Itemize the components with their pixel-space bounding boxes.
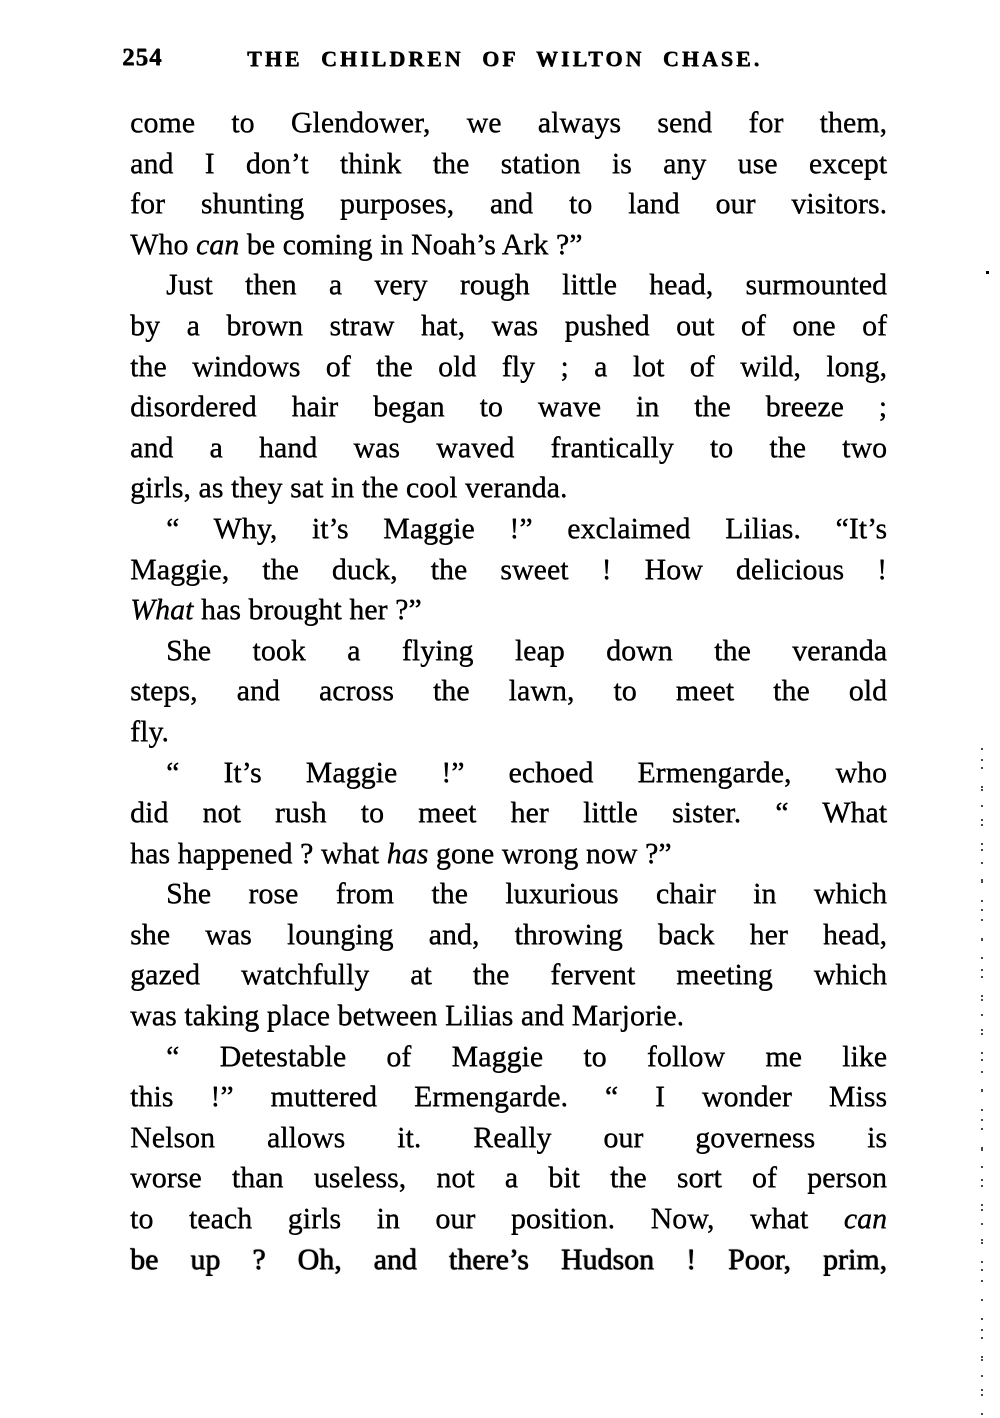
text-line <box>130 144 887 185</box>
text-line <box>130 996 887 1037</box>
text-line <box>130 428 887 469</box>
text-line <box>130 265 887 306</box>
text-line <box>130 1037 887 1078</box>
text-line <box>130 1118 887 1159</box>
text-line <box>130 225 887 266</box>
text-line <box>130 550 887 591</box>
scan-edge-noise <box>981 748 983 1418</box>
line-segment: worse than useless, not a bit the sort of person <box>130 1161 887 1195</box>
text-line <box>130 1240 887 1281</box>
line-segment: be up ? Oh, and there’s Hudson ! Poor, prim, <box>130 1242 887 1276</box>
line-segment: “ It’s Maggie !” echoed Ermengarde, who <box>166 755 887 789</box>
line-segment: She rose from the luxurious chair in which <box>166 877 887 911</box>
line-segment: Nelson allows it. Really our governess is <box>130 1120 887 1154</box>
line-segment: girls, as they sat in the cool veranda. <box>130 471 568 505</box>
running-title: THE CHILDREN OF WILTON CHASE. <box>246 46 763 71</box>
text-line <box>130 793 887 834</box>
line-segment: this !” muttered Ermengarde. “ I wonder Miss <box>130 1080 887 1114</box>
text-line <box>130 509 887 550</box>
text-line <box>130 1199 887 1240</box>
line-segment: come to Glendower, we always send for them, <box>130 106 887 139</box>
text-line <box>130 834 887 875</box>
text-line <box>130 915 887 956</box>
text-line <box>130 103 887 144</box>
line-segment: the windows of the old fly ; a lot of wild, long, <box>130 349 887 383</box>
text-line <box>130 631 887 672</box>
text-line <box>130 671 887 712</box>
line-segment-italic: What <box>130 593 194 627</box>
line-segment: and a hand was waved frantically to the two <box>130 430 887 464</box>
line-segment: she was lounging and, throwing back her head, <box>130 917 887 951</box>
line-segment: to teach girls in our position. Now, what <box>130 1202 844 1236</box>
text-line <box>130 184 887 225</box>
text-line <box>130 874 887 915</box>
line-segment-italic: can <box>195 227 240 261</box>
text-line <box>130 753 887 794</box>
line-segment: for shunting purposes, and to land our visitors. <box>130 187 887 221</box>
line-segment: did not rush to meet her little sister. “ What <box>130 796 887 830</box>
text-line <box>130 468 887 509</box>
text-line <box>130 1077 887 1118</box>
line-segment: disordered hair began to wave in the breeze ; <box>130 390 887 424</box>
text-line <box>130 1158 887 1199</box>
line-segment: fly. <box>130 714 169 748</box>
line-segment: Just then a very rough little head, surmounted <box>166 268 887 302</box>
line-segment: has brought her ?” <box>193 593 422 627</box>
line-segment: was taking place between Lilias and Marjorie. <box>130 999 684 1033</box>
text-line <box>130 347 887 388</box>
line-segment: steps, and across the lawn, to meet the old <box>130 674 887 708</box>
page-header <box>122 42 887 76</box>
text-line <box>130 387 887 428</box>
line-segment: gazed watchfully at the fervent meeting which <box>130 958 887 992</box>
text-line <box>130 590 887 631</box>
line-segment: “ Why, it’s Maggie !” exclaimed Lilias. “It’s <box>166 511 887 545</box>
text-line <box>130 306 887 347</box>
text-line <box>130 955 887 996</box>
line-segment-italic: has <box>386 836 429 870</box>
line-segment: Who <box>130 227 196 261</box>
line-segment: has happened ? what <box>130 836 387 870</box>
line-segment: She took a flying leap down the veranda <box>166 633 887 667</box>
line-segment: “ Detestable of Maggie to follow me like <box>166 1039 887 1073</box>
page-number: 254 <box>122 44 163 71</box>
line-segment: Maggie, the duck, the sweet ! How delicious ! <box>130 552 887 586</box>
line-segment: and I don’t think the station is any use except <box>130 146 887 180</box>
text-line <box>130 712 887 753</box>
line-segment: by a brown straw hat, was pushed out of one of <box>130 308 887 342</box>
scan-speck <box>986 271 989 274</box>
page-text <box>130 103 887 1280</box>
line-segment-italic: can <box>843 1202 887 1236</box>
line-segment: be coming in Noah’s Ark ?” <box>239 227 583 261</box>
line-segment: gone wrong now ?” <box>428 836 672 870</box>
